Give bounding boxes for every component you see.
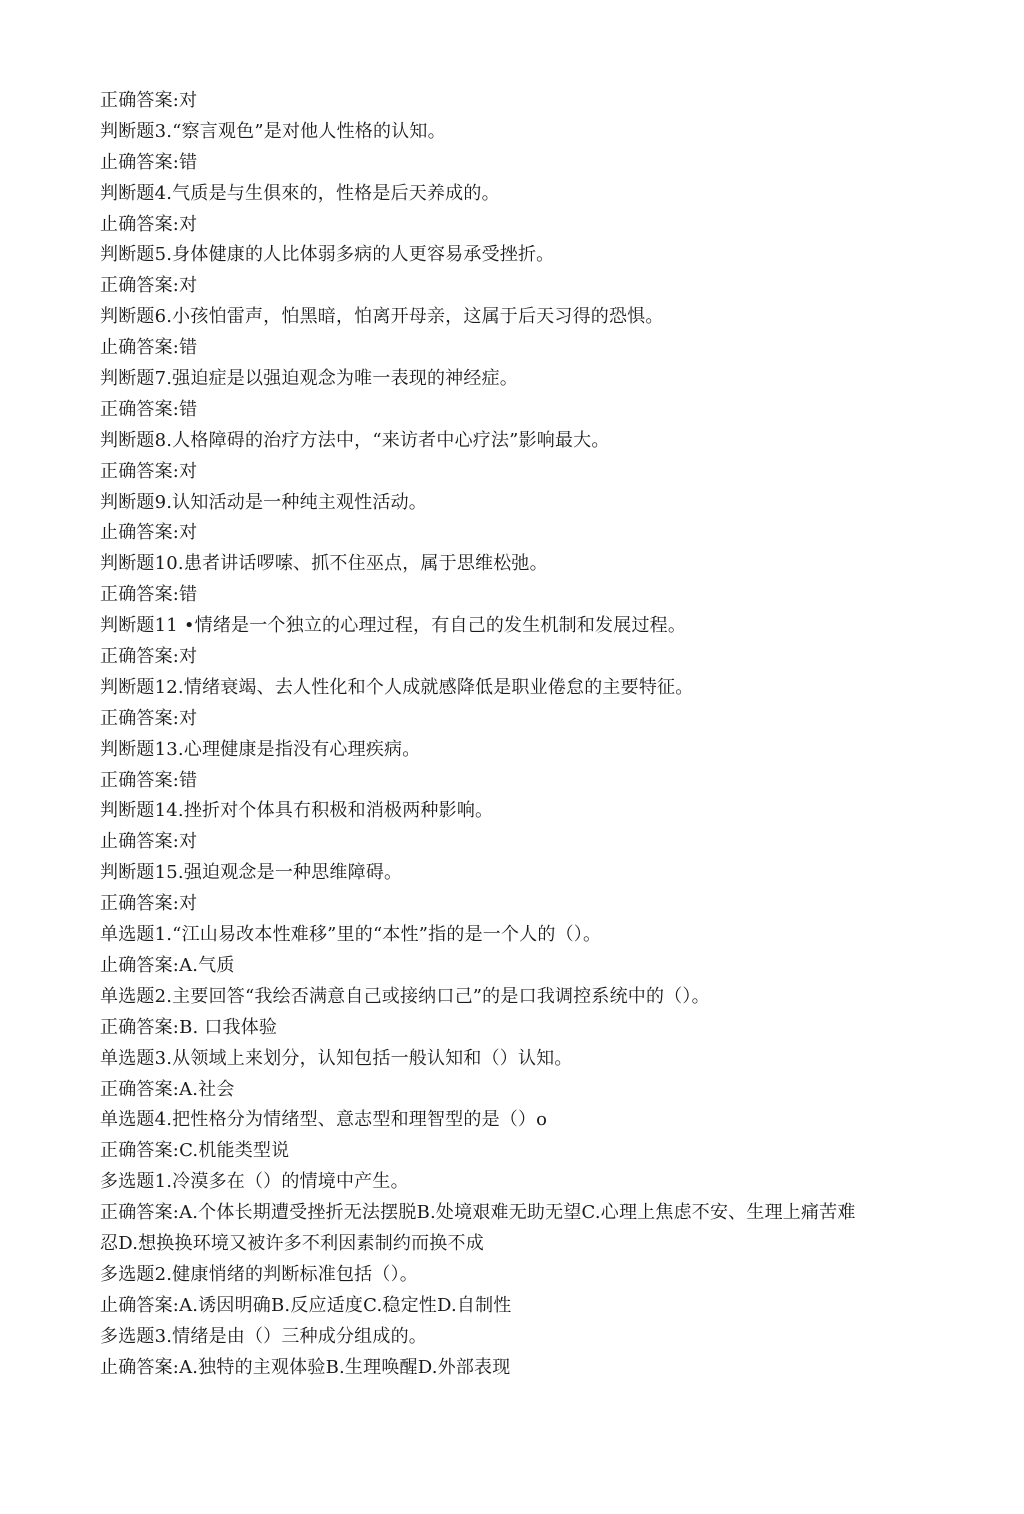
answer-line: 正确答案:对	[100, 460, 198, 482]
question-line: 单选题3.从领域上来划分，认知包括一般认知和（）认知。	[100, 1047, 573, 1069]
answer-line: 正确答案:错	[100, 769, 198, 791]
question-line: 判断题7.强迫症是以强迫观念为唯一表现的神经症。	[100, 368, 518, 390]
answer-line: 止确答案:错	[100, 151, 198, 173]
answer-line: 止确答案:对	[100, 522, 198, 544]
question-line: 判断题4.气质是与生俱來的，性格是后天养成的。	[100, 182, 500, 204]
answer-line: 正确答案:A.个体长期遭受挫折无法摆脱B.处境艰难无助无望C.心理上焦虑不安、生理上痛苦难忍D.想换换环境又被许多不利因素制约而换不成	[100, 1202, 856, 1254]
question-line: 多选题1.冷漠多在（）的情境中产生。	[100, 1171, 409, 1193]
answer-line: 正确答案:B. 口我体验	[100, 1016, 278, 1038]
question-line: 判断题3.“察言观色”是对他人性格的认知。	[100, 120, 446, 142]
answer-line: 止确答案:A.诱因明确B.反应适度C.稳定性D.自制性	[100, 1294, 512, 1316]
answer-line: 止确答案:对	[100, 213, 198, 235]
answer-line: 正确答案:错	[100, 398, 198, 420]
question-line: 单选题1.“江山易改本性难移”里的“本性”指的是一个人的（）。	[100, 924, 602, 946]
document-body	[100, 86, 860, 1383]
question-line: 判断题6.小孩怕雷声，怕黑暗，怕离开母亲，这属于后天习得的恐惧。	[100, 306, 664, 328]
answer-line: 正确答案:对	[100, 646, 198, 668]
question-line: 多选题2.健康悄绪的判断标准包括（）。	[100, 1263, 418, 1285]
answer-line: 止确答案:A.气质	[100, 954, 235, 976]
answer-line: 正确答案:C.机能类型说	[100, 1140, 290, 1162]
question-line: 判断题8.人格障碍的治疗方法中，“来访者中心疗法”影响最大。	[100, 429, 610, 451]
answer-line: 正确答案:对	[100, 275, 198, 297]
answer-line: 止确答案:A.独特的主观体验B.生理唤醒D.外部表现	[100, 1356, 511, 1378]
question-line: 判断题15.强迫观念是一种思维障碍。	[100, 862, 403, 884]
question-line: 多选题3.情绪是由（）三种成分组成的。	[100, 1325, 427, 1347]
answer-line: 正确答案:错	[100, 584, 198, 606]
answer-line: 正确答案:对	[100, 893, 198, 915]
answer-line: 正确答案:A.社会	[100, 1078, 235, 1100]
answer-line: 止确答案:错	[100, 337, 198, 359]
answer-line: 止确答案:对	[100, 831, 198, 853]
answer-line: 正确答案:对	[100, 90, 198, 111]
question-line: 判断题5.身体健康的人比体弱多病的人更容易承受挫折。	[100, 244, 555, 266]
question-line: 判断题12.情绪衰竭、去人性化和个人成就感降低是职业倦怠的主要特征。	[100, 676, 694, 698]
question-line: 判断题9.认知活动是一种纯主观性活动。	[100, 491, 427, 513]
question-line: 单选题2.主要回答“我绘否满意自己或接纳口己”的是口我调控系统中的（）。	[100, 985, 710, 1007]
question-line: 判断题11 •情绪是一个独立的心理过程，有自己的发生机制和发展过程。	[100, 615, 687, 637]
answer-line: 正确答案:对	[100, 707, 198, 729]
question-line: 判断题14.挫折对个体具冇积极和消极两种影响。	[100, 800, 494, 822]
question-line: 单选题4.把性格分为情绪型、意志型和理智型的是（）o	[100, 1109, 548, 1131]
question-line: 判断题13.心理健康是指没有心理疾病。	[100, 738, 421, 760]
question-line: 判断题10.患者讲话啰嗦、抓不住巫点，属于思维松弛。	[100, 553, 548, 575]
